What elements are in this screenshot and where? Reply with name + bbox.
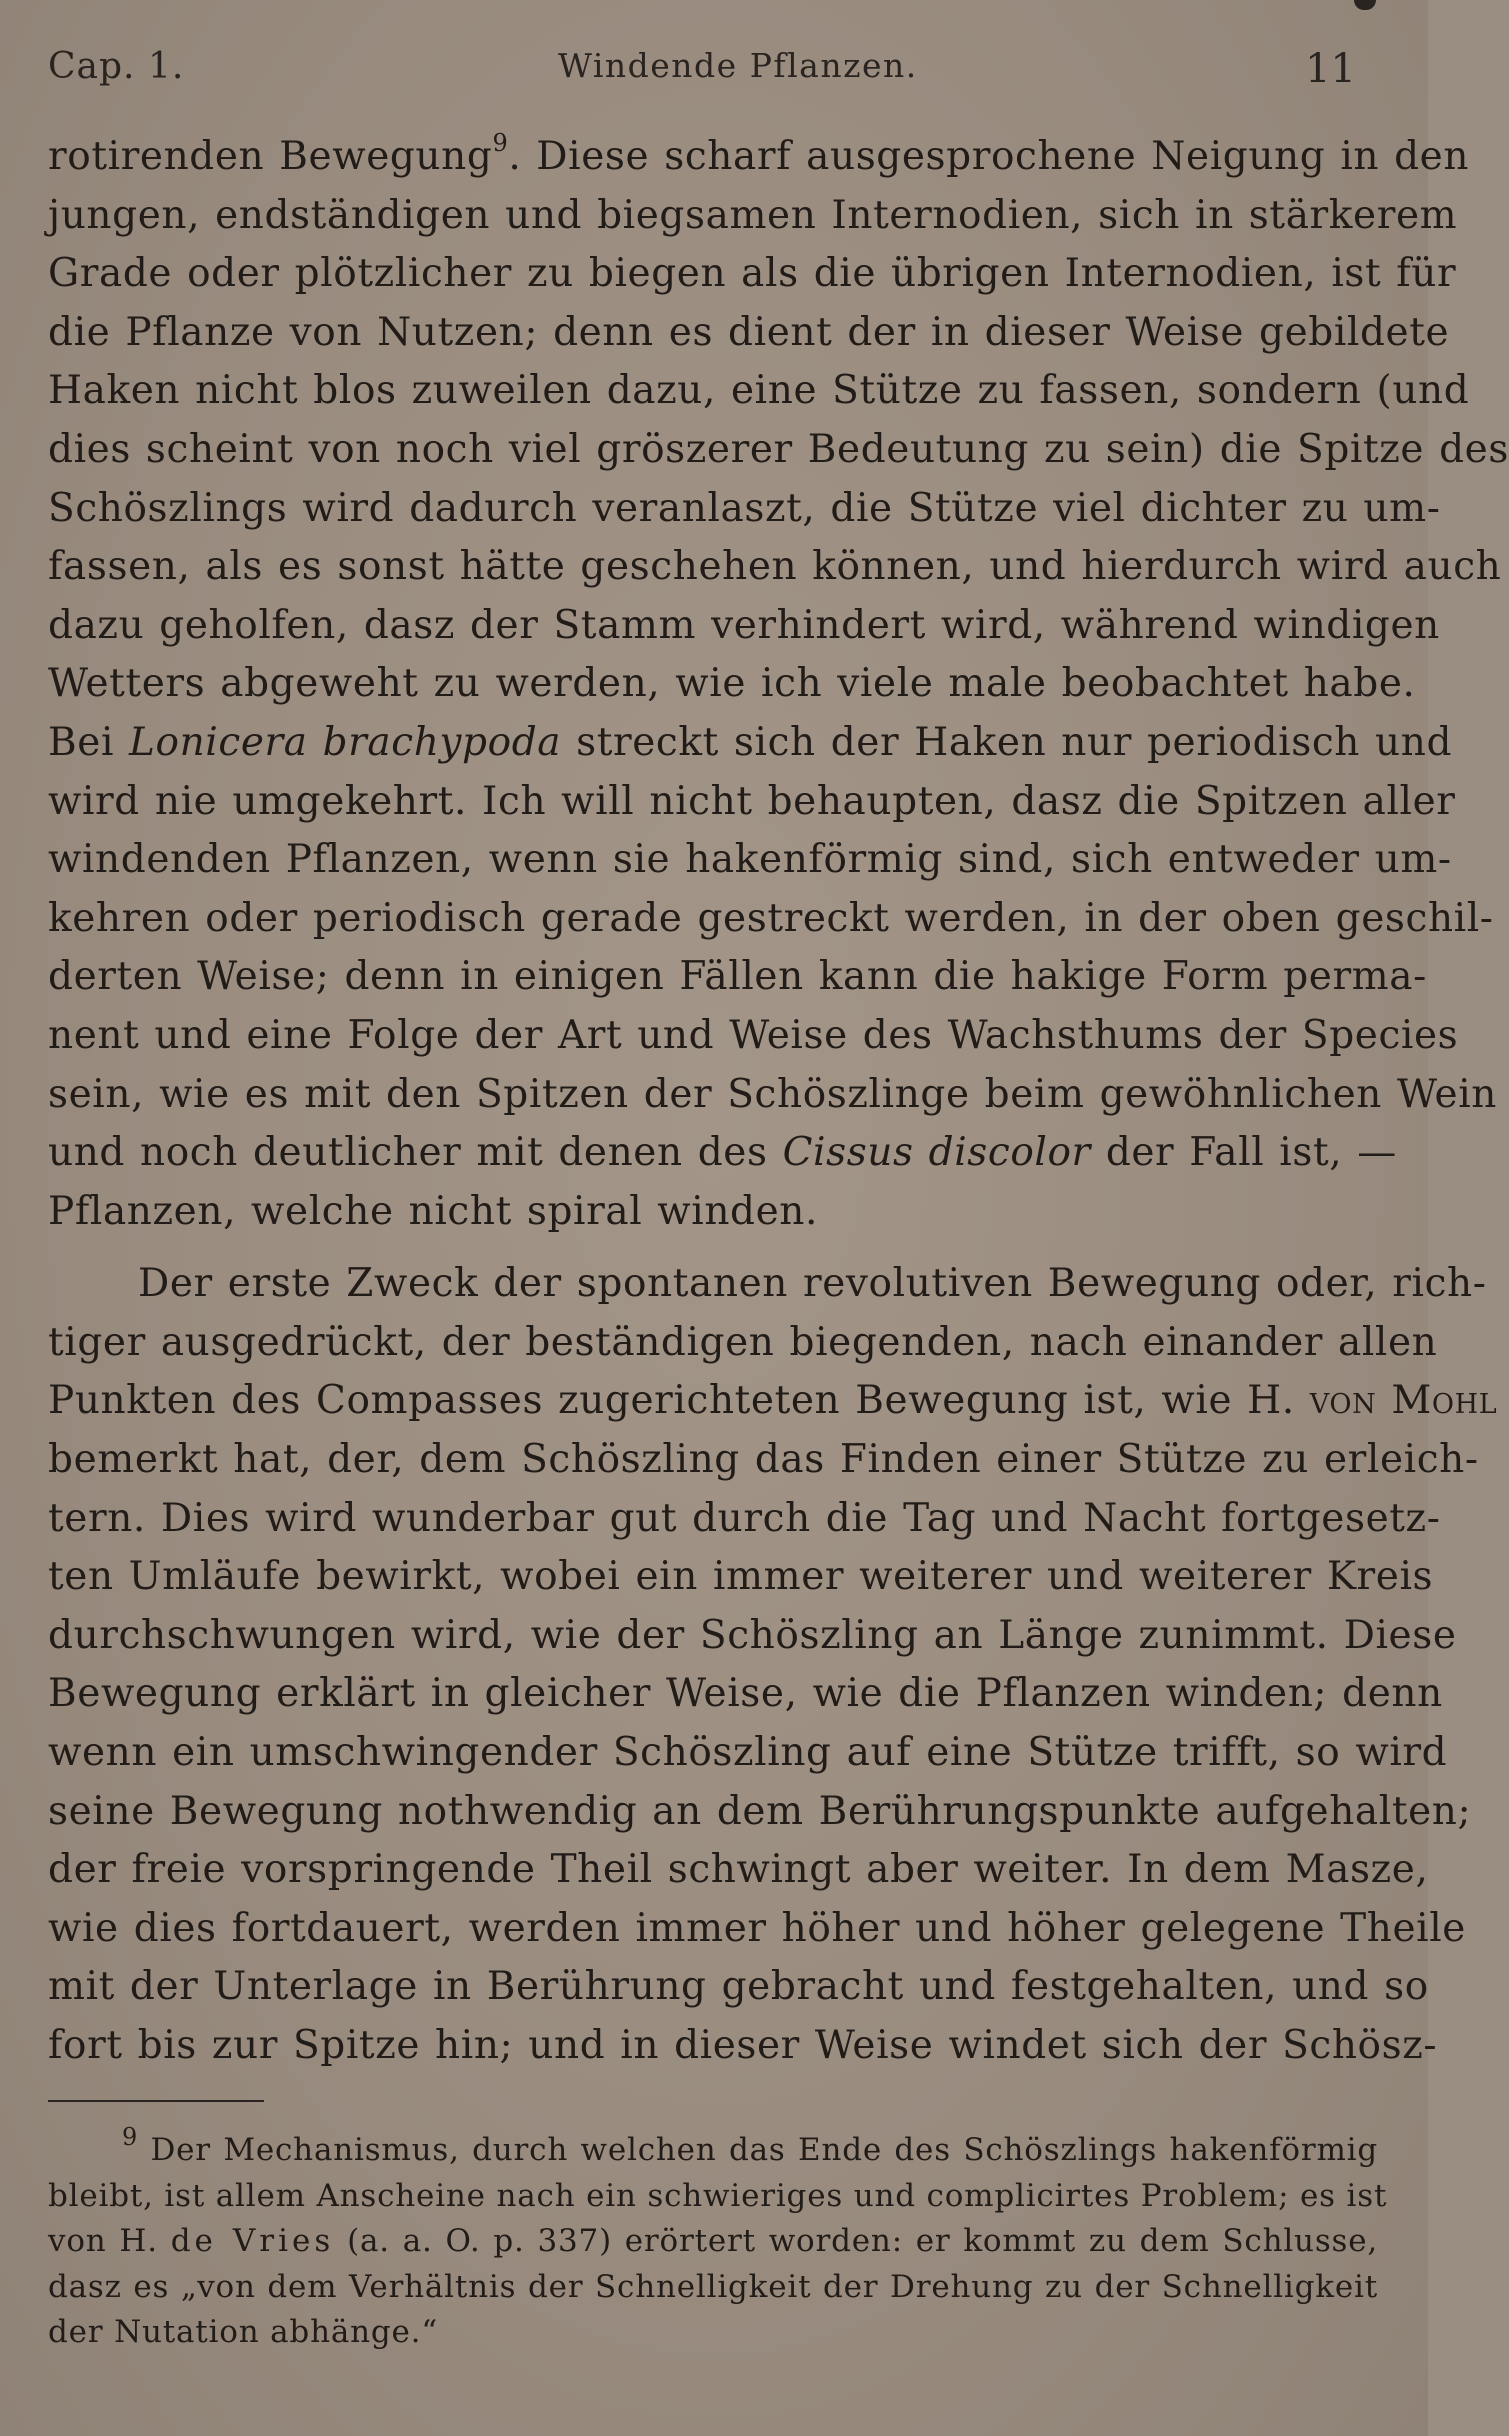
text-line: derten Weise; denn in einigen Fällen kann die hakige Form perma- bbox=[48, 954, 1427, 1000]
footnote-line: bleibt, ist allem Anscheine nach ein schwieriges und complicirtes Problem; es ist bbox=[48, 2177, 1388, 2214]
footnote-divider bbox=[48, 2100, 264, 2102]
text-line: dazu geholfen, dasz der Stamm verhindert wird, während windigen bbox=[48, 602, 1440, 648]
footnote-line: dasz es „von dem Verhältnis der Schnelligkeit der Drehung zu der Schnelligkeit bbox=[48, 2268, 1378, 2305]
text-line: Grade oder plötzlicher zu biegen als die übrigen Internodien, ist für bbox=[48, 251, 1457, 297]
running-head bbox=[48, 38, 1380, 98]
running-title: Windende Pflanzen. bbox=[558, 46, 918, 85]
text-span: rotirenden Bewegung bbox=[48, 134, 493, 179]
text-span: streckt sich der Haken nur periodisch und bbox=[576, 719, 1453, 765]
chapter-label: Cap. 1. bbox=[48, 46, 185, 87]
text-line bbox=[48, 1372, 1498, 1431]
text-line: kehren oder periodisch gerade gestreckt werden, in der oben geschil- bbox=[48, 895, 1494, 941]
text-line: tern. Dies wird wunderbar gut durch die Tag und Nacht fortgesetz- bbox=[48, 1495, 1441, 1541]
paragraph-gap bbox=[48, 1241, 1378, 1255]
text-line: sein, wie es mit den Spitzen der Schöszlinge beim gewöhnlichen Wein bbox=[48, 1071, 1497, 1117]
text-line: tiger ausgedrückt, der beständigen biegenden, nach einander allen bbox=[48, 1319, 1438, 1365]
main-text bbox=[48, 128, 1509, 2076]
page-number: 11 bbox=[1305, 46, 1356, 92]
text-line: windenden Pflanzen, wenn sie hakenförmig sind, sich entweder um- bbox=[48, 837, 1452, 883]
text-line: der freie vorspringende Theil schwingt aber weiter. In dem Masze, bbox=[48, 1847, 1429, 1893]
text-line: jungen, endständigen und biegsamen Internodien, sich in stärkerem bbox=[48, 192, 1458, 238]
text-line bbox=[48, 128, 1470, 187]
text-span: Bei bbox=[48, 719, 115, 765]
text-span: der Fall ist, — bbox=[1105, 1130, 1397, 1176]
text-line: Schöszlings wird dadurch veranlaszt, die Stütze viel dichter zu um- bbox=[48, 485, 1441, 531]
text-line: mit der Unterlage in Berührung gebracht und festgehalten, und so bbox=[48, 1964, 1429, 2010]
text-line: Pflanzen, welche nicht spiral winden. bbox=[48, 1188, 818, 1234]
text-line: wird nie umgekehrt. Ich will nicht behaupten, dasz die Spitzen aller bbox=[48, 778, 1456, 824]
text-line: Haken nicht blos zuweilen dazu, eine Stütze zu fassen, sondern (und bbox=[48, 368, 1470, 414]
footnote-line bbox=[48, 2219, 1378, 2265]
text-line: wenn ein umschwingender Schöszling auf eine Stütze trifft, so wird bbox=[48, 1730, 1448, 1776]
footnote-line: der Nutation abhänge.“ bbox=[48, 2314, 438, 2351]
text-line: seine Bewegung nothwendig an dem Berührungspunkte aufgehalten; bbox=[48, 1788, 1472, 1834]
page-corner-mark bbox=[1354, 0, 1376, 10]
text-span: (a. a. O. p. 337) erörtert worden: er kommt zu dem Schlusse, bbox=[347, 2223, 1379, 2260]
text-line bbox=[48, 714, 1453, 773]
footnote-reference: 9 bbox=[492, 129, 509, 157]
text-line: durchschwungen wird, wie der Schöszling an Länge zunimmt. Diese bbox=[48, 1612, 1457, 1658]
text-line: Wetters abgeweht zu werden, wie ich viele male beobachtet habe. bbox=[48, 661, 1416, 707]
text-line: wie dies fortdauert, werden immer höher und höher gelegene Theile bbox=[48, 1905, 1466, 1951]
species-name: Lonicera brachypoda bbox=[129, 719, 562, 765]
species-name: Cissus discolor bbox=[782, 1130, 1091, 1176]
text-line: fort bis zur Spitze hin; und in dieser Weise windet sich der Schösz- bbox=[48, 2023, 1438, 2068]
text-line: dies scheint von noch viel gröszerer Bedeutung zu sein) die Spitze des bbox=[48, 426, 1509, 472]
text-span: und noch deutlicher mit denen des bbox=[48, 1130, 768, 1176]
author-name: de Vries bbox=[170, 2223, 335, 2260]
text-line: die Pflanze von Nutzen; denn es dient der in dieser Weise gebildete bbox=[48, 309, 1450, 355]
text-span: . Diese scharf ausgesprochene Neigung in den bbox=[508, 134, 1470, 179]
text-line: Der erste Zweck der spontanen revolutiven Bewegung oder, rich- bbox=[138, 1261, 1487, 1307]
author-name: von Mohl bbox=[1309, 1378, 1498, 1424]
text-line: fassen, als es sonst hätte geschehen können, und hierdurch wird auch bbox=[48, 544, 1502, 590]
text-line: nent und eine Folge der Art und Weise des Wachsthums der Species bbox=[48, 1012, 1459, 1058]
text-line: Bewegung erklärt in gleicher Weise, wie die Pflanzen winden; denn bbox=[48, 1671, 1443, 1717]
text-line: ten Umläufe bewirkt, wobei ein immer weiterer und weiterer Kreis bbox=[48, 1554, 1434, 1600]
footnote-line bbox=[48, 2122, 1379, 2174]
text-span: von H. bbox=[48, 2223, 158, 2260]
text-line bbox=[48, 1124, 1397, 1183]
text-span: Der Mechanismus, durch welchen das Ende des Schöszlings hakenförmig bbox=[150, 2132, 1379, 2168]
text-line: bemerkt hat, der, dem Schöszling das Finden einer Stütze zu erleich- bbox=[48, 1437, 1479, 1483]
text-span: Punkten des Compasses zugerichteten Bewegung ist, wie H. bbox=[48, 1378, 1295, 1424]
footnote bbox=[48, 2122, 1388, 2356]
footnote-marker: 9 bbox=[122, 2122, 139, 2151]
